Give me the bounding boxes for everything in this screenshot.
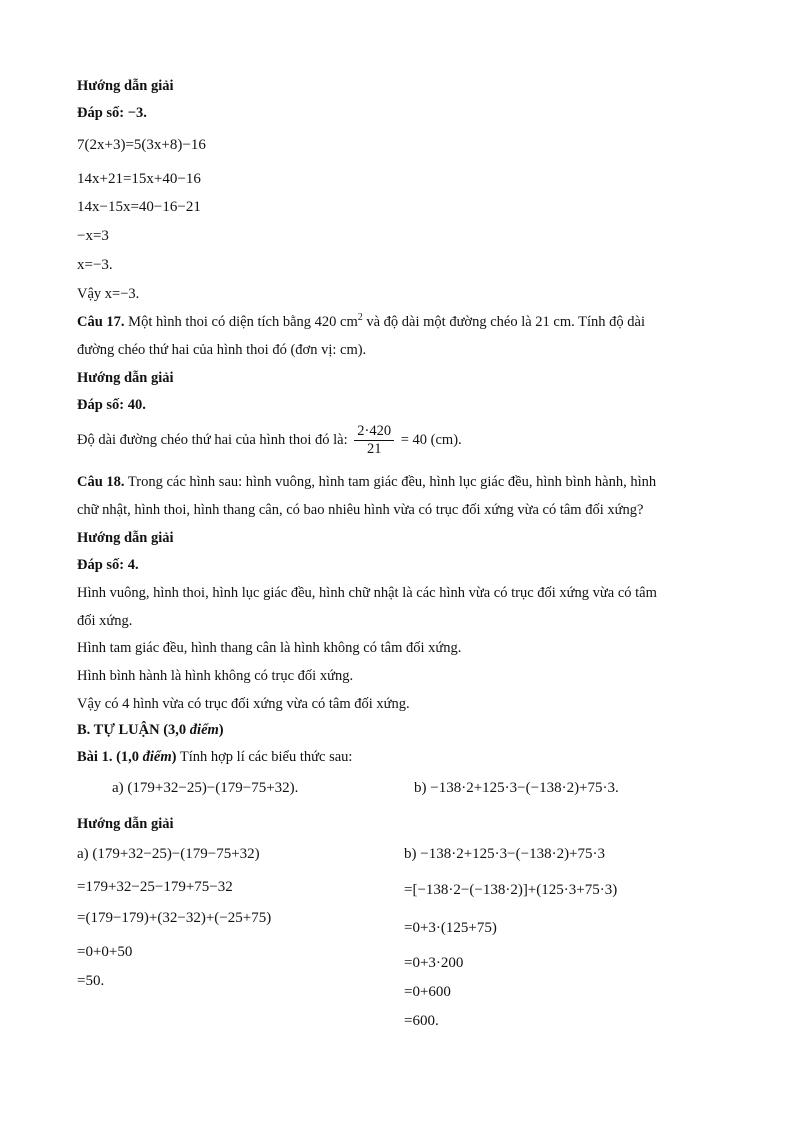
bai1-sol-b-line-5: =0+600: [404, 984, 451, 1000]
q17-solution: [77, 423, 462, 458]
q17-guide-heading: Hướng dẫn giải: [77, 370, 174, 386]
bai1-sol-a-line-5: =50.: [77, 973, 105, 989]
q16-step-2: 14x+21=15x+40−16: [77, 171, 201, 187]
part-b-heading: B. TỰ LUẬN (3,0 điểm): [77, 722, 224, 738]
q18-question-line-1: [77, 473, 656, 491]
q18-solution-line-2: đối xứng.: [77, 613, 133, 629]
bai1-sol-b-line-1: b) −138·2+125·3−(−138·2)+75·3: [404, 846, 606, 862]
q16-step-3: 14x−15x=40−16−21: [77, 199, 201, 215]
bai1-sol-a-line-4: =0+0+50: [77, 944, 133, 960]
q17-label: Câu 17.: [77, 314, 125, 330]
bai1-sol-a-line-3: =(179−179)+(32−32)+(−25+75): [77, 910, 272, 926]
bai1-sol-a-line-1: a) (179+32−25)−(179−75+32): [77, 846, 260, 862]
q17-answer: Đáp số: 40.: [77, 397, 146, 413]
q18-guide-heading: Hướng dẫn giải: [77, 530, 174, 546]
q16-step-5: x=−3.: [77, 257, 113, 273]
q17-frac-numerator: 2·420: [354, 423, 394, 441]
bai1-item-b: b) −138·2+125·3−(−138·2)+75·3.: [414, 780, 619, 796]
q16-answer: Đáp số: −3.: [77, 105, 147, 121]
bai1-prompt: [77, 748, 352, 766]
q16-guide-heading: Hướng dẫn giải: [77, 78, 174, 94]
q17-question-line-2: đường chéo thứ hai của hình thoi đó (đơn vị: cm).: [77, 342, 367, 358]
q18-solution-line-1: Hình vuông, hình thoi, hình lục giác đều, hình chữ nhật là các hình vừa có trục đối xứng vừa có tâm: [77, 585, 657, 601]
bai1-item-a: a) (179+32−25)−(179−75+32).: [112, 780, 299, 796]
q16-step-1: 7(2x+3)=5(3x+8)−16: [77, 137, 206, 153]
q16-conclusion: Vậy x=−3.: [77, 286, 140, 302]
q17-text-a: Một hình thoi có diện tích bằng 420 cm: [124, 314, 358, 330]
q17-solution-suffix: = 40 (cm).: [400, 431, 462, 448]
q17-fraction: [354, 423, 394, 458]
q17-text-b: và độ dài một đường chéo là 21 cm. Tính độ dài: [362, 314, 645, 330]
bai1-sol-b-line-2: =[−138·2−(−138·2)]+(125·3+75·3): [404, 882, 618, 898]
part-b-heading-emphasis: điểm: [189, 722, 219, 738]
q16-step-4: −x=3: [77, 228, 109, 244]
q17-solution-prefix: Độ dài đường chéo thứ hai của hình thoi đó là:: [77, 431, 348, 448]
q18-question-line-2: chữ nhật, hình thoi, hình thang cân, có bao nhiêu hình vừa có trục đối xứng vừa có tâm đối xứng?: [77, 502, 644, 518]
q18-solution-line-3: Hình tam giác đều, hình thang cân là hình không có tâm đối xứng.: [77, 640, 462, 656]
bai1-text: Tính hợp lí các biểu thức sau:: [176, 749, 353, 765]
bai1-guide-heading: Hướng dẫn giải: [77, 816, 174, 832]
bai1-label: Bài 1. (1,0 điểm): [77, 749, 177, 765]
q18-solution-line-4: Hình bình hành là hình không có trục đối xứng.: [77, 668, 354, 684]
q18-text-1: Trong các hình sau: hình vuông, hình tam giác đều, hình lục giác đều, hình bình hành, hình: [124, 474, 657, 490]
q17-frac-denominator: 21: [366, 441, 382, 457]
bai1-sol-a-line-2: =179+32−25−179+75−32: [77, 879, 233, 895]
bai1-sol-b-line-3: =0+3·(125+75): [404, 920, 497, 936]
q18-answer: Đáp số: 4.: [77, 557, 139, 573]
bai1-sol-b-line-6: =600.: [404, 1013, 439, 1029]
bai1-sol-b-line-4: =0+3·200: [404, 955, 464, 971]
q17-question-line-1: [77, 313, 645, 331]
q17-superscript: 2: [357, 312, 363, 324]
q18-label: Câu 18.: [77, 474, 125, 490]
q18-solution-line-5: Vậy có 4 hình vừa có trục đối xứng vừa có tâm đối xứng.: [77, 696, 410, 712]
